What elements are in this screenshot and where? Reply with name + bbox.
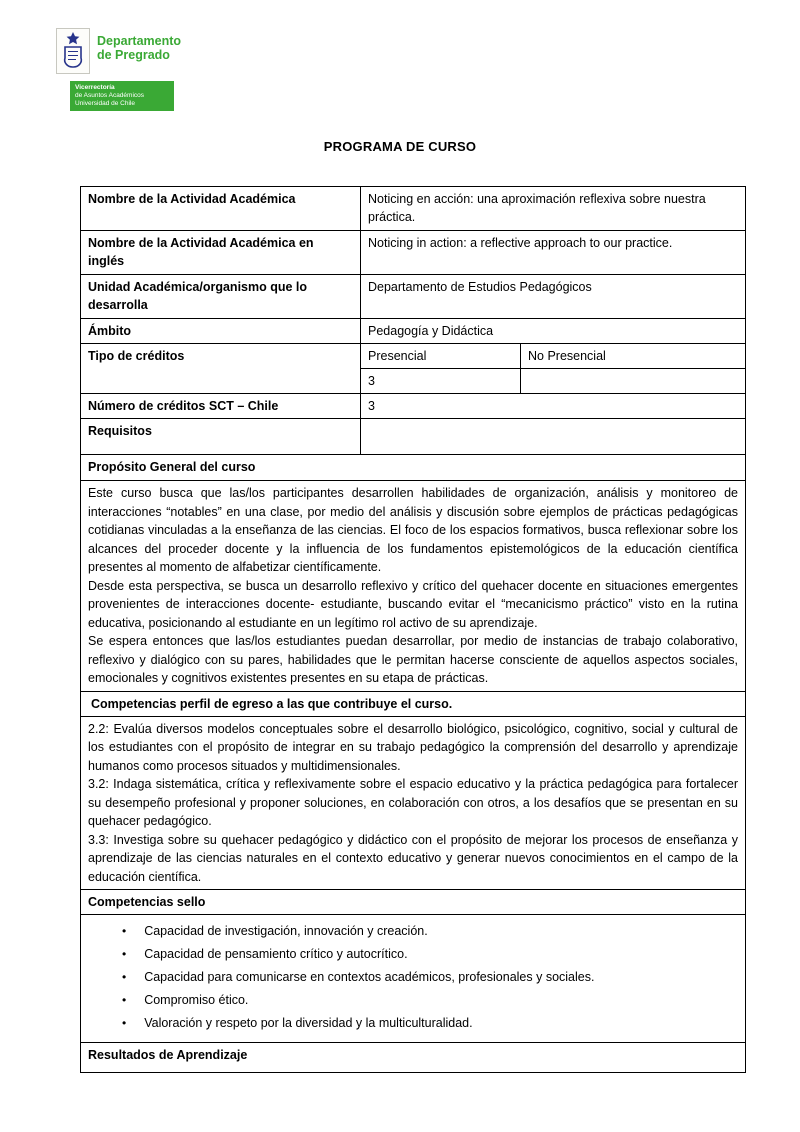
section-heading-proposito: Propósito General del curso [81, 455, 746, 481]
section-body-competencias-perfil [81, 716, 746, 890]
table-row [81, 275, 746, 319]
table-row [81, 231, 746, 275]
table-row [81, 890, 746, 915]
bullet-text: Capacidad de pensamiento crítico y autocrítico. [144, 947, 408, 961]
logo-name [97, 28, 181, 62]
list-item [122, 943, 738, 966]
row-label-nombre-ingles: Nombre de la Actividad Académica en inglés [81, 231, 361, 275]
page-title: PROGRAMA DE CURSO [323, 139, 477, 154]
table-row [81, 394, 746, 419]
proposito-paragraph-3: Se espera entonces que las/los estudiantes puedan desarrollar, por medio de instancias de trabajo colaborativo, reflexivo y dialógico con su pares, habilidades que le permitan hacerse consciente de aquellos aspectos sociales, emocionales y cognitivos existentes presentes en su etapa de prácticas. [88, 634, 738, 685]
row-label-ambito: Ámbito [81, 319, 361, 344]
bullet-icon: • [122, 1016, 127, 1030]
table-row [81, 187, 746, 231]
row-label-tipo-creditos: Tipo de créditos [81, 344, 361, 394]
no-presencial-header: No Presencial [521, 344, 746, 369]
presencial-value: 3 [361, 369, 521, 394]
bullet-text: Valoración y respeto por la diversidad y la multiculturalidad. [144, 1016, 473, 1030]
competencia-paragraph-1: 2.2: Evalúa diversos modelos conceptuales sobre el desarrollo biológico, psicológico, cognitivo, social y cultural de los estudiantes con el propósito de integrar en su trabajo pedagógico la comprensión del desarrollo y aprendizaje humanos como procesos situados y multidimensionales. [88, 721, 738, 773]
table-row [81, 915, 746, 1043]
list-item [122, 989, 738, 1012]
table-row [81, 481, 746, 692]
row-value-nombre-ingles: Noticing in action: a reflective approach to our practice. [361, 231, 746, 275]
logo-subtitle [70, 81, 174, 111]
logo-sub-line1: Vicerrectoría [75, 84, 115, 91]
row-value-unidad: Departamento de Estudios Pedagógicos [361, 275, 746, 319]
bullet-text: Compromiso ético. [144, 993, 249, 1007]
no-presencial-value [521, 369, 746, 394]
presencial-header: Presencial [361, 344, 521, 369]
row-value-requisitos [361, 419, 746, 455]
section-body-proposito [81, 481, 746, 692]
row-label-unidad: Unidad Académica/organismo que lo desarrolla [81, 275, 361, 319]
row-label-requisitos: Requisitos [81, 419, 361, 455]
section-heading-competencias-perfil: Competencias perfil de egreso a las que contribuye el curso. [81, 691, 746, 716]
bullet-text: Capacidad de investigación, innovación y creación. [144, 924, 428, 938]
logo-sub-line2: de Asuntos Académicos [75, 92, 145, 99]
section-heading-competencias-sello: Competencias sello [81, 890, 746, 915]
row-value-nombre: Noticing en acción: una aproximación reflexiva sobre nuestra práctica. [361, 187, 746, 231]
table-row [81, 691, 746, 716]
list-item [122, 1012, 738, 1035]
list-item [122, 920, 738, 943]
university-logo [56, 28, 226, 111]
section-body-competencias-sello [81, 915, 746, 1043]
bullet-icon: • [122, 993, 127, 1007]
university-shield-icon [56, 28, 90, 79]
table-row [81, 716, 746, 890]
list-item [122, 966, 738, 989]
logo-sub-line3: Universidad de Chile [75, 100, 135, 107]
competencia-paragraph-2: 3.2: Indaga sistemática, crítica y reflexivamente sobre el espacio educativo y la práctica pedagógica para fortalecer su desempeño profesional y proponer soluciones, en colaboración con otros, a los desafíos que se presentan en su quehacer pedagógico. [88, 777, 738, 828]
table-row [81, 1043, 746, 1073]
table-row [81, 455, 746, 481]
proposito-paragraph-1: Este curso busca que las/los participantes desarrollen habilidades de organización, análisis y monitoreo de interacciones “notables” en una clase, por medio del análisis y discusión sobre ejemplos de prácticas pedagógicas cotidianas vinculadas a la enseñanza de las ciencias. El foco de los espacios formativos, busca reflexionar sobre los alcances del proceder docente y la influencia de los fundamentos epistemológicos de la educación científica presentes al momento de alfabetizar científicamente. [88, 486, 738, 574]
bullet-icon: • [122, 947, 127, 961]
row-value-ambito: Pedagogía y Didáctica [361, 319, 746, 344]
row-value-sct: 3 [361, 394, 746, 419]
competencia-paragraph-3: 3.3: Investiga sobre su quehacer pedagógico y didáctico con el propósito de mejorar los procesos de enseñanza y aprendizaje de las ciencias naturales en el contexto educativo y generar nuevos conocimientos en el campo de la educación científica. [88, 832, 738, 884]
bullet-icon: • [122, 970, 127, 984]
course-program-table [80, 186, 746, 1073]
bullet-icon: • [122, 924, 127, 938]
table-row [81, 419, 746, 455]
row-label-sct: Número de créditos SCT – Chile [81, 394, 361, 419]
bullet-text: Capacidad para comunicarse en contextos académicos, profesionales y sociales. [144, 970, 595, 984]
section-heading-resultados: Resultados de Aprendizaje [81, 1043, 746, 1073]
logo-name-line2: de Pregrado [97, 48, 170, 62]
table-row [81, 319, 746, 344]
proposito-paragraph-2: Desde esta perspectiva, se busca un desarrollo reflexivo y crítico del quehacer docente en situaciones emergentes provenientes de interacciones docente- estudiante, buscando evitar el “mecanicismo práctico” visto en la rutina educativa, posicionando al estudiante en un legítimo rol activo de su aprendizaje. [88, 578, 738, 630]
row-label-nombre: Nombre de la Actividad Académica [81, 187, 361, 231]
logo-name-line1: Departamento [97, 34, 182, 48]
table-row [81, 344, 746, 369]
